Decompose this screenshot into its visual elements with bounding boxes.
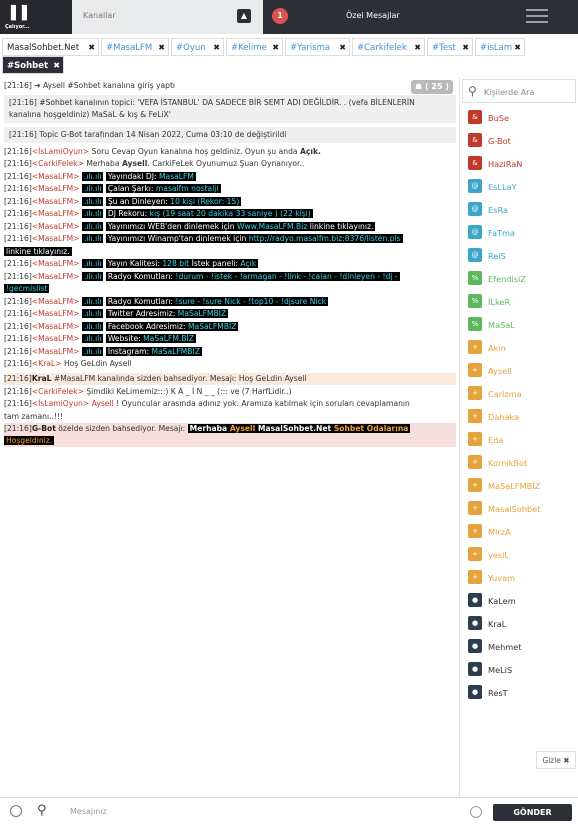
search-placeholder: Kişilerde Ara xyxy=(484,88,535,97)
user-icon: ● xyxy=(468,662,482,676)
tab-label: MasalSohbet.Net xyxy=(7,43,80,53)
user-count-badge[interactable] xyxy=(411,80,453,94)
user-icon: & xyxy=(468,110,482,124)
message-nick[interactable]: <MasaLFM> xyxy=(31,209,80,218)
pm-count-badge: 1 xyxy=(272,8,288,24)
user-item[interactable] xyxy=(468,616,506,632)
user-item[interactable] xyxy=(468,570,515,586)
radio-tag: .ılı.ılı xyxy=(83,322,102,331)
radio-value: MaSaLFMBİZ xyxy=(177,309,227,318)
message-nick[interactable]: <MasaLFM> xyxy=(31,259,80,268)
topic-message xyxy=(4,95,456,123)
topic-line: kanalına hoşgeldiniz) MaSaL & kış & FeLiX' xyxy=(9,110,171,119)
user-name: KaLem xyxy=(488,596,516,606)
user-icon: + xyxy=(468,524,482,538)
radio-info xyxy=(106,259,258,268)
message-time: [21:16] xyxy=(4,259,32,268)
user-icon: & xyxy=(468,133,482,147)
user-item[interactable] xyxy=(468,547,509,563)
message-time: [21:16] xyxy=(4,347,32,356)
chat-line xyxy=(4,333,456,345)
radio-value: Www.MasaLFM.Biz xyxy=(237,222,308,231)
chat-line xyxy=(4,183,456,195)
tab-carkifelek[interactable] xyxy=(352,38,425,56)
chat-line xyxy=(4,373,456,385)
send-button[interactable]: GÖNDER xyxy=(493,804,572,821)
radio-value: Açık xyxy=(240,259,257,268)
quoted-part: Merhaba xyxy=(189,424,230,433)
chat-line xyxy=(4,423,456,435)
radio-info xyxy=(106,209,313,218)
message-nick[interactable]: KraL xyxy=(31,374,52,383)
radio-label: Twitter Adresimiz: xyxy=(107,309,178,318)
topic-line: [21:16] #Sohbet kanalının topici: 'VEFA İSTANBUL' DA SADECE BİR SEMT ADI DEĞİLDİR. . (vefa BİLENLERİN xyxy=(9,98,415,107)
message-time: [21:16] xyxy=(4,147,32,156)
message-nick[interactable]: <MasaLFM> xyxy=(31,322,80,331)
message-text: Merhaba xyxy=(86,159,120,168)
user-name: ReiS xyxy=(488,251,506,261)
chat-line xyxy=(4,358,456,370)
tab-label: #Test xyxy=(432,43,456,53)
message-text: Soru Cevap Oyun kanalına hoş geldiniz. Oyun şu anda xyxy=(91,147,298,156)
message-text: tam zamanı..!!! xyxy=(4,412,64,421)
chat-line xyxy=(4,321,456,333)
tab-label: #Oyun xyxy=(176,43,206,53)
settings-icon[interactable] xyxy=(10,805,22,817)
radio-label: Çalan Şarkı: xyxy=(107,184,156,193)
close-icon[interactable]: ✖ xyxy=(272,43,279,52)
radio-value: !sure - !sure Nick - !top10 - !djsure Nick xyxy=(175,297,327,306)
tab-oyun[interactable] xyxy=(171,38,224,56)
user-name: Aysell xyxy=(488,366,512,376)
user-icon: + xyxy=(468,547,482,561)
chat-line xyxy=(4,398,456,410)
close-icon[interactable]: ✖ xyxy=(88,43,95,52)
message-text: . CarkiFeLek Oyunumuz Şuan Oynanıyor.. xyxy=(147,159,305,168)
user-icon: + xyxy=(468,455,482,469)
user-icon: + xyxy=(468,363,482,377)
radio-value: MaSaLFM.BİZ xyxy=(143,334,195,343)
message-text: özelde sizden bahsediyor. Mesajı: xyxy=(58,424,186,433)
chat-line-wrap xyxy=(4,411,456,423)
private-messages[interactable] xyxy=(263,0,503,34)
user-count: ( 25 ) xyxy=(424,82,449,91)
radio-label: Website: xyxy=(107,334,144,343)
message-text: ! Oyuncular arasında adınız yok. Aramıza katılmak için soruları cevaplamanın xyxy=(116,399,410,408)
radio-tag: .ılı.ılı xyxy=(83,197,102,206)
close-icon[interactable]: ✖ xyxy=(53,61,60,70)
message-time: [21:16] xyxy=(4,424,32,433)
composer-bar xyxy=(0,797,578,824)
user-list-panel xyxy=(461,77,578,797)
chat-line xyxy=(4,208,456,220)
radio-value: masalfm nostalji xyxy=(155,184,219,193)
chat-line xyxy=(4,158,456,170)
user-item[interactable] xyxy=(468,662,512,678)
message-nick[interactable]: <MasaLFM> xyxy=(31,334,80,343)
top-bar xyxy=(0,0,578,34)
user-name: EsLLaY xyxy=(488,182,517,192)
user-icon: + xyxy=(468,340,482,354)
topic-set-message: [21:16] Topic G-Bot tarafından 14 Nisan 2022, Cuma 03:10 de değiştirildi xyxy=(4,127,456,143)
radio-tag: .ılı.ılı xyxy=(83,184,102,193)
tab-label: #MasaLFM xyxy=(106,43,153,53)
play-status: Çalıyor... xyxy=(5,24,30,30)
channels-label: Kanallar xyxy=(83,11,116,20)
chat-line xyxy=(4,146,456,158)
user-item[interactable] xyxy=(468,202,508,218)
user-icon: + xyxy=(468,478,482,492)
user-icon: ● xyxy=(468,639,482,653)
radio-value: 10 kişi (Rekor: 15) xyxy=(170,197,240,206)
user-item[interactable] xyxy=(468,432,503,448)
radio-label: Yayınımızı WEB'den dinlemek için xyxy=(107,222,237,231)
radio-tag: .ılı.ılı xyxy=(83,334,102,343)
message-nick[interactable]: <CarkiFelek> xyxy=(31,387,84,396)
pause-icon: ▌▌ xyxy=(11,6,33,21)
user-item[interactable] xyxy=(468,248,506,264)
radio-value: kış (19 saat 20 dakika 33 saniye ) (22 kişi) xyxy=(149,209,311,218)
join-message: [21:16] ➔ Aysell #Sohbet kanalına giriş yaptı xyxy=(4,81,176,90)
user-item[interactable] xyxy=(468,639,522,655)
chat-line xyxy=(4,308,456,320)
radio-info xyxy=(106,197,241,206)
message-nick[interactable]: <MasaLFM> xyxy=(31,222,80,231)
radio-tag: .ılı.ılı xyxy=(83,234,102,243)
users-icon: ☗ xyxy=(415,82,423,91)
chat-line xyxy=(4,171,456,183)
hide-button[interactable]: Gizle ✖ xyxy=(536,751,576,769)
chat-line xyxy=(4,233,456,245)
radio-value: MaSaLFMBİZ xyxy=(151,347,200,356)
radio-value: MasaLFM xyxy=(158,172,194,181)
user-icon: @ xyxy=(468,179,482,193)
quoted-message xyxy=(188,424,411,433)
radio-value: 128 bit xyxy=(162,259,190,268)
user-name: EfendisiZ xyxy=(488,274,526,284)
message-nick[interactable]: <MasaLFM> xyxy=(31,234,80,243)
user-item[interactable] xyxy=(468,685,508,701)
message-text: linkine tıklayınız. xyxy=(6,247,70,256)
close-icon[interactable]: ✖ xyxy=(213,43,220,52)
user-item[interactable] xyxy=(468,386,522,402)
user-name: Mehmet xyxy=(488,642,522,652)
message-nick[interactable]: <MasaLFM> xyxy=(31,172,80,181)
message-time: [21:16] xyxy=(4,297,32,306)
message-time: [21:16] xyxy=(4,184,32,193)
radio-label: İnstagram: xyxy=(107,347,152,356)
user-name: MaSaL xyxy=(488,320,515,330)
message-nick[interactable]: <MasaLFM> xyxy=(31,347,80,356)
user-name: Eda xyxy=(488,435,504,445)
user-item[interactable] xyxy=(468,317,515,333)
message-time: [21:16] xyxy=(4,309,32,318)
user-icon: % xyxy=(468,294,482,308)
chat-line xyxy=(4,386,456,398)
tab-label: #isLam xyxy=(480,43,513,53)
chat-line-wrap xyxy=(4,283,456,295)
close-icon[interactable]: ✖ xyxy=(514,43,521,52)
radio-label: Şu an Dinleyen: xyxy=(107,197,171,206)
tab-masalsohbet[interactable] xyxy=(2,38,99,56)
user-name: MaSaLFMBİZ xyxy=(488,481,541,491)
user-name: ResT xyxy=(488,688,508,698)
user-item[interactable] xyxy=(468,110,509,126)
radio-tag: .ılı.ılı xyxy=(83,272,102,281)
message-time: [21:16] xyxy=(4,322,32,331)
radio-info xyxy=(106,234,403,243)
message-nick[interactable]: <MasaLFM> xyxy=(31,309,80,318)
message-nick[interactable]: <KraL> xyxy=(31,359,62,368)
tab-label: #Yarisma xyxy=(290,43,331,53)
message-time: [21:16] xyxy=(4,272,32,281)
tab-kelime[interactable] xyxy=(226,38,283,56)
channel-tabs xyxy=(0,36,578,76)
user-item[interactable] xyxy=(468,225,515,241)
radio-tag: .ılı.ılı xyxy=(83,209,102,218)
user-icon: ● xyxy=(468,685,482,699)
message-nick[interactable]: <İsLamiOyun> xyxy=(31,147,90,156)
message-time: [21:16] xyxy=(4,374,32,383)
channels-dropdown[interactable] xyxy=(72,0,263,34)
message-time: [21:16] xyxy=(4,209,32,218)
user-item[interactable] xyxy=(468,478,540,494)
radio-tag: .ılı.ılı xyxy=(83,172,102,181)
message-nick[interactable]: G-Bot xyxy=(31,424,56,433)
user-name: EsRa xyxy=(488,205,508,215)
radio-label: Yayın Kalitesi: xyxy=(107,259,163,268)
radio-label: Radyo Komutları: xyxy=(107,297,176,306)
message-time: [21:16] xyxy=(4,359,32,368)
message-text: Hoşgeldiniz. xyxy=(6,436,53,445)
message-time: [21:16] xyxy=(4,159,32,168)
message-text: Hoş GeLdin Aysell xyxy=(63,359,132,368)
close-icon[interactable]: ✖ xyxy=(339,43,346,52)
message-bold: Açık. xyxy=(299,147,321,156)
user-icon: @ xyxy=(468,248,482,262)
user-item[interactable] xyxy=(468,524,511,540)
tab-test[interactable] xyxy=(427,38,473,56)
user-search[interactable] xyxy=(462,79,576,103)
radio-label: İstek paneli: xyxy=(189,259,241,268)
user-name: KraL xyxy=(488,619,507,629)
hamburger-menu-icon[interactable] xyxy=(526,9,548,25)
tab-sohbet[interactable] xyxy=(2,56,64,74)
quoted-part: MasalSohbet.Net xyxy=(257,424,334,433)
user-icon: % xyxy=(468,271,482,285)
radio-info xyxy=(106,309,228,318)
quoted-part: Sohbet Odalarına xyxy=(333,424,409,433)
user-name: G-Bot xyxy=(488,136,511,146)
chat-line-wrap xyxy=(4,246,456,258)
message-nick[interactable]: <İsLamiOyun> xyxy=(31,399,90,408)
quoted-part: Aysell xyxy=(229,424,258,433)
radio-info xyxy=(106,172,196,181)
tab-label: #Carkifelek xyxy=(357,43,407,53)
user-icon: + xyxy=(468,432,482,446)
chat-line xyxy=(4,296,456,308)
message-input[interactable]: Mesajınız xyxy=(70,807,107,816)
user-name: BuSe xyxy=(488,113,510,123)
message-time: [21:16] xyxy=(4,197,32,206)
chat-line xyxy=(4,258,456,270)
user-item[interactable] xyxy=(468,271,526,287)
user-icon: & xyxy=(468,156,482,170)
tab-label: #Kelime xyxy=(231,43,267,53)
user-name: Carizma xyxy=(488,389,522,399)
user-item[interactable] xyxy=(468,501,540,517)
radio-info xyxy=(106,184,221,193)
chevron-up-icon[interactable]: ▲ xyxy=(237,9,251,23)
message-nick[interactable]: <MasaLFM> xyxy=(31,184,80,193)
radio-info xyxy=(106,322,239,331)
user-item[interactable] xyxy=(468,409,519,425)
radio-tag: .ılı.ılı xyxy=(83,259,102,268)
radio-label: Radyo Komutları: xyxy=(107,272,176,281)
chat-line xyxy=(4,271,456,283)
tab-masalfm[interactable] xyxy=(101,38,169,56)
radio-value: http://radyo.masalfm.biz:8376/listen.pls xyxy=(248,234,401,243)
radio-tag: .ılı.ılı xyxy=(83,222,102,231)
tab-yarisma[interactable] xyxy=(285,38,350,56)
user-name: Yuvam xyxy=(488,573,516,583)
user-item[interactable] xyxy=(468,455,527,471)
user-name: MeLiS xyxy=(488,665,513,675)
user-name: yesiL xyxy=(488,550,509,560)
user-item[interactable] xyxy=(468,179,517,195)
radio-value: !durum - !istek - !armagan - !link - !calan - !dinleyen - !dj - xyxy=(175,272,398,281)
message-nick[interactable]: <MasaLFM> xyxy=(31,272,80,281)
mentioned-nick: Aysell xyxy=(91,399,117,408)
user-icon: ● xyxy=(468,593,482,607)
message-time: [21:16] xyxy=(4,222,32,231)
tab-islam[interactable] xyxy=(475,38,525,56)
user-name: HaziRaN xyxy=(488,159,523,169)
radio-tag: .ılı.ılı xyxy=(83,297,102,306)
user-icon: @ xyxy=(468,225,482,239)
user-icon: + xyxy=(468,409,482,423)
message-nick[interactable]: <CarkiFelek> xyxy=(31,159,84,168)
message-nick[interactable]: <MasaLFM> xyxy=(31,297,80,306)
search-icon: ⚲ xyxy=(468,84,477,98)
chat-line xyxy=(4,346,456,358)
user-icon: + xyxy=(468,501,482,515)
radio-label: linkine tıklayınız. xyxy=(307,222,374,231)
user-icon: ● xyxy=(468,616,482,630)
message-time: [21:16] xyxy=(4,234,32,243)
message-nick[interactable]: <MasaLFM> xyxy=(31,197,80,206)
tab-label: #Sohbet xyxy=(7,61,49,71)
user-icon: % xyxy=(468,317,482,331)
user-item[interactable] xyxy=(468,363,512,379)
close-icon[interactable]: ✖ xyxy=(158,43,165,52)
user-item[interactable] xyxy=(468,156,522,172)
radio-info xyxy=(106,222,376,231)
radio-label: Yayınımızı Winamp'tan dinlemek için xyxy=(107,234,249,243)
radio-info xyxy=(106,347,202,356)
chat-line xyxy=(4,196,456,208)
search-icon[interactable]: ⚲ xyxy=(37,803,47,818)
close-icon[interactable]: ✖ xyxy=(462,43,469,52)
user-name: Dahaka xyxy=(488,412,520,422)
chat-line xyxy=(4,221,456,233)
user-name: İLkeR xyxy=(488,297,511,307)
message-time: [21:16] xyxy=(4,172,32,181)
user-icon: + xyxy=(468,386,482,400)
user-icon: + xyxy=(468,570,482,584)
message-time: [21:16] xyxy=(4,399,32,408)
play-toggle[interactable] xyxy=(0,0,72,34)
chat-log xyxy=(0,77,460,797)
user-item[interactable] xyxy=(468,593,516,609)
message-text: Şimdiki KeLimemiz:::) K A _ İ N _ _ (::: ve (7 HarfLidir..) xyxy=(86,387,292,396)
user-name: KornikBot xyxy=(488,458,528,468)
user-name: MirzA xyxy=(488,527,511,537)
user-item[interactable] xyxy=(468,340,506,356)
message-time: [21:16] xyxy=(4,334,32,343)
pm-label: Özel Mesajlar xyxy=(346,11,400,20)
user-item[interactable] xyxy=(468,294,510,310)
chat-line-wrap xyxy=(4,435,456,447)
user-icon: @ xyxy=(468,202,482,216)
radio-value: MaSaLFMBİZ xyxy=(188,322,237,331)
radio-tag: .ılı.ılı xyxy=(83,347,102,356)
message-bold: Aysell xyxy=(121,159,148,168)
radio-tag: .ılı.ılı xyxy=(83,309,102,318)
radio-info xyxy=(106,297,328,306)
message-time: [21:16] xyxy=(4,387,32,396)
radio-info xyxy=(106,272,400,281)
user-item[interactable] xyxy=(468,133,511,149)
radio-label: Facebook Adresimiz: xyxy=(107,322,188,331)
emoji-icon[interactable] xyxy=(470,806,482,818)
radio-label: DJ Rekoru: xyxy=(107,209,150,218)
message-text: !gecmislist xyxy=(6,284,48,293)
user-name: FaTma xyxy=(488,228,515,238)
user-name: Akın xyxy=(488,343,506,353)
user-name: MasalSohbet xyxy=(488,504,541,514)
close-icon[interactable]: ✖ xyxy=(414,43,421,52)
message-text: #MasaLFM kanalında sizden bahsediyor. Mesajı: Hoş GeLdin Aysell xyxy=(53,374,307,383)
radio-label: Yayındaki DJ: xyxy=(107,172,159,181)
radio-info xyxy=(106,334,196,343)
